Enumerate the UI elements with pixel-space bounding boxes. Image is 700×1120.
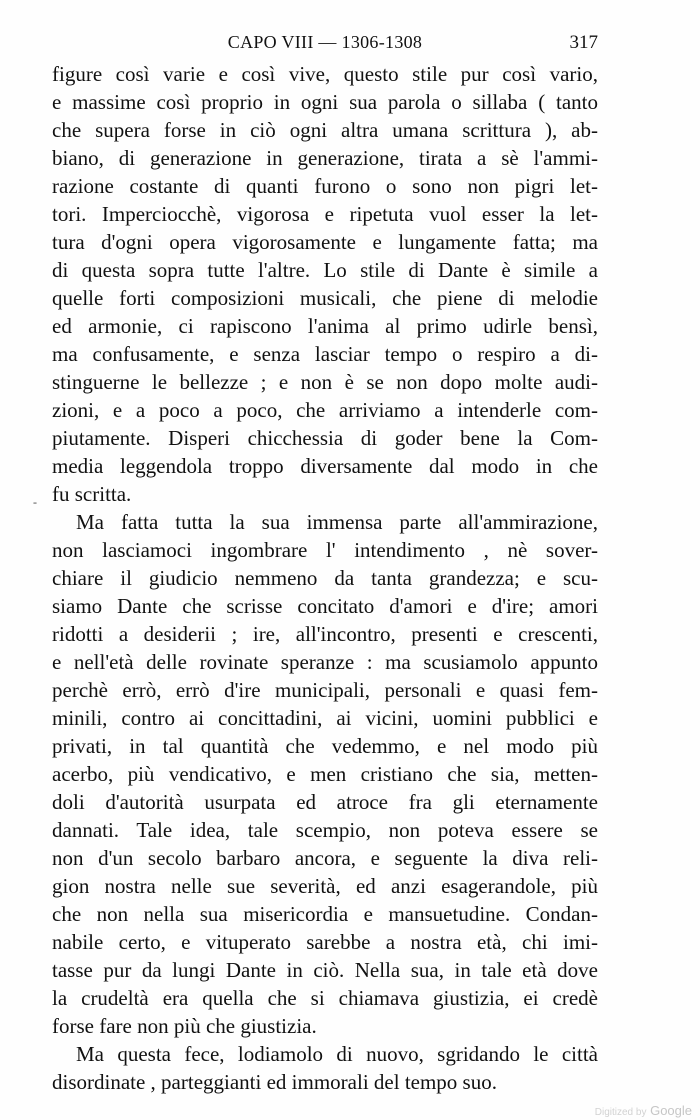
text-line: Ma questa fece, lodiamolo di nuovo, sgridando le città [76,1042,598,1066]
text-line: non lasciamoci ingombrare l' intendimento , nè sover- [52,538,598,562]
text-line: nabile certo, e vituperato sarebbe a nostra età, chi imi- [52,930,598,954]
paragraph [52,1040,598,1096]
text-line: privati, in tal quantità che vedemmo, e nel modo più [52,734,598,758]
running-title: CAPO VIII — 1306-1308 [227,32,423,52]
text-line: tasse pur da lungi Dante in ciò. Nella sua, in tale età dove [52,958,598,982]
margin-mark: - [33,495,37,509]
text-line: minili, contro ai concittadini, ai vicini, uomini pubblici e [52,706,598,730]
text-line: fu scritta. [52,482,132,506]
watermark-brand: Google [650,1103,692,1118]
text-line: ma confusamente, e senza lasciar tempo o respiro a di- [52,342,598,366]
text-line: gion nostra nelle sue severità, ed anzi esagerandole, più [52,874,598,898]
text-line: e massime così proprio in ogni sua parola o sillaba ( tanto [52,90,598,114]
text-line: che non nella sua misericordia e mansuetudine. Condan- [52,902,598,926]
text-line: ridotti a desiderii ; ire, all'incontro, presenti e crescenti, [52,622,598,646]
watermark-prefix: Digitized by [594,1107,647,1118]
text-line: Ma fatta tutta la sua immensa parte all'ammirazione, [76,510,598,534]
text-line: ed armonie, ci rapiscono l'anima al primo udirle bensì, [52,314,598,338]
text-line: dannati. Tale idea, tale scempio, non poteva essere se [52,818,598,842]
running-head [52,32,598,56]
text-line: di questa sopra tutte l'altre. Lo stile di Dante è simile a [52,258,598,282]
body-text [52,60,598,1096]
text-line: piutamente. Disperi chicchessia di goder bene la Com- [52,426,598,450]
text-line: stinguerne le bellezze ; e non è se non dopo molte audi- [52,370,598,394]
text-line: e nell'età delle rovinate speranze : ma scusiamolo appunto [52,650,598,674]
text-line: forse fare non più che giustizia. [52,1014,317,1038]
text-line: figure così varie e così vive, questo stile pur così vario, [52,62,598,86]
text-line: quelle forti composizioni musicali, che piene di melodie [52,286,598,310]
text-line: biano, di generazione in generazione, tirata a sè l'ammi- [52,146,598,170]
text-line: non d'un secolo barbaro ancora, e seguente la diva reli- [52,846,598,870]
text-line: doli d'autorità usurpata ed atroce fra gli eternamente [52,790,598,814]
text-line: che supera forse in ciò ogni altra umana scrittura ), ab- [52,118,598,142]
text-line: media leggendola troppo diversamente dal modo in che [52,454,598,478]
text-line: zioni, e a poco a poco, che arriviamo a intenderle com- [52,398,598,422]
text-line: tori. Imperciocchè, vigorosa e ripetuta vuol esser la let- [52,202,598,226]
text-line: perchè errò, errò d'ire municipali, personali e quasi fem- [52,678,598,702]
text-line: acerbo, più vendicativo, e men cristiano che sia, metten- [52,762,598,786]
text-line: la crudeltà era quella che si chiamava giustizia, ei credè [52,986,598,1010]
text-line: tura d'ogni opera vigorosamente e lungamente fatta; ma [52,230,598,254]
page-number: 317 [569,32,598,53]
paragraph [52,60,598,508]
text-line: razione costante di quanti furono o sono non pigri let- [52,174,598,198]
text-line: disordinate , parteggianti ed immorali del tempo suo. [52,1070,497,1094]
text-line: siamo Dante che scrisse concitato d'amori e d'ire; amori [52,594,598,618]
text-line: chiare il giudicio nemmeno da tanta grandezza; e scu- [52,566,598,590]
paragraph [52,508,598,1040]
digitized-watermark [595,1103,692,1118]
